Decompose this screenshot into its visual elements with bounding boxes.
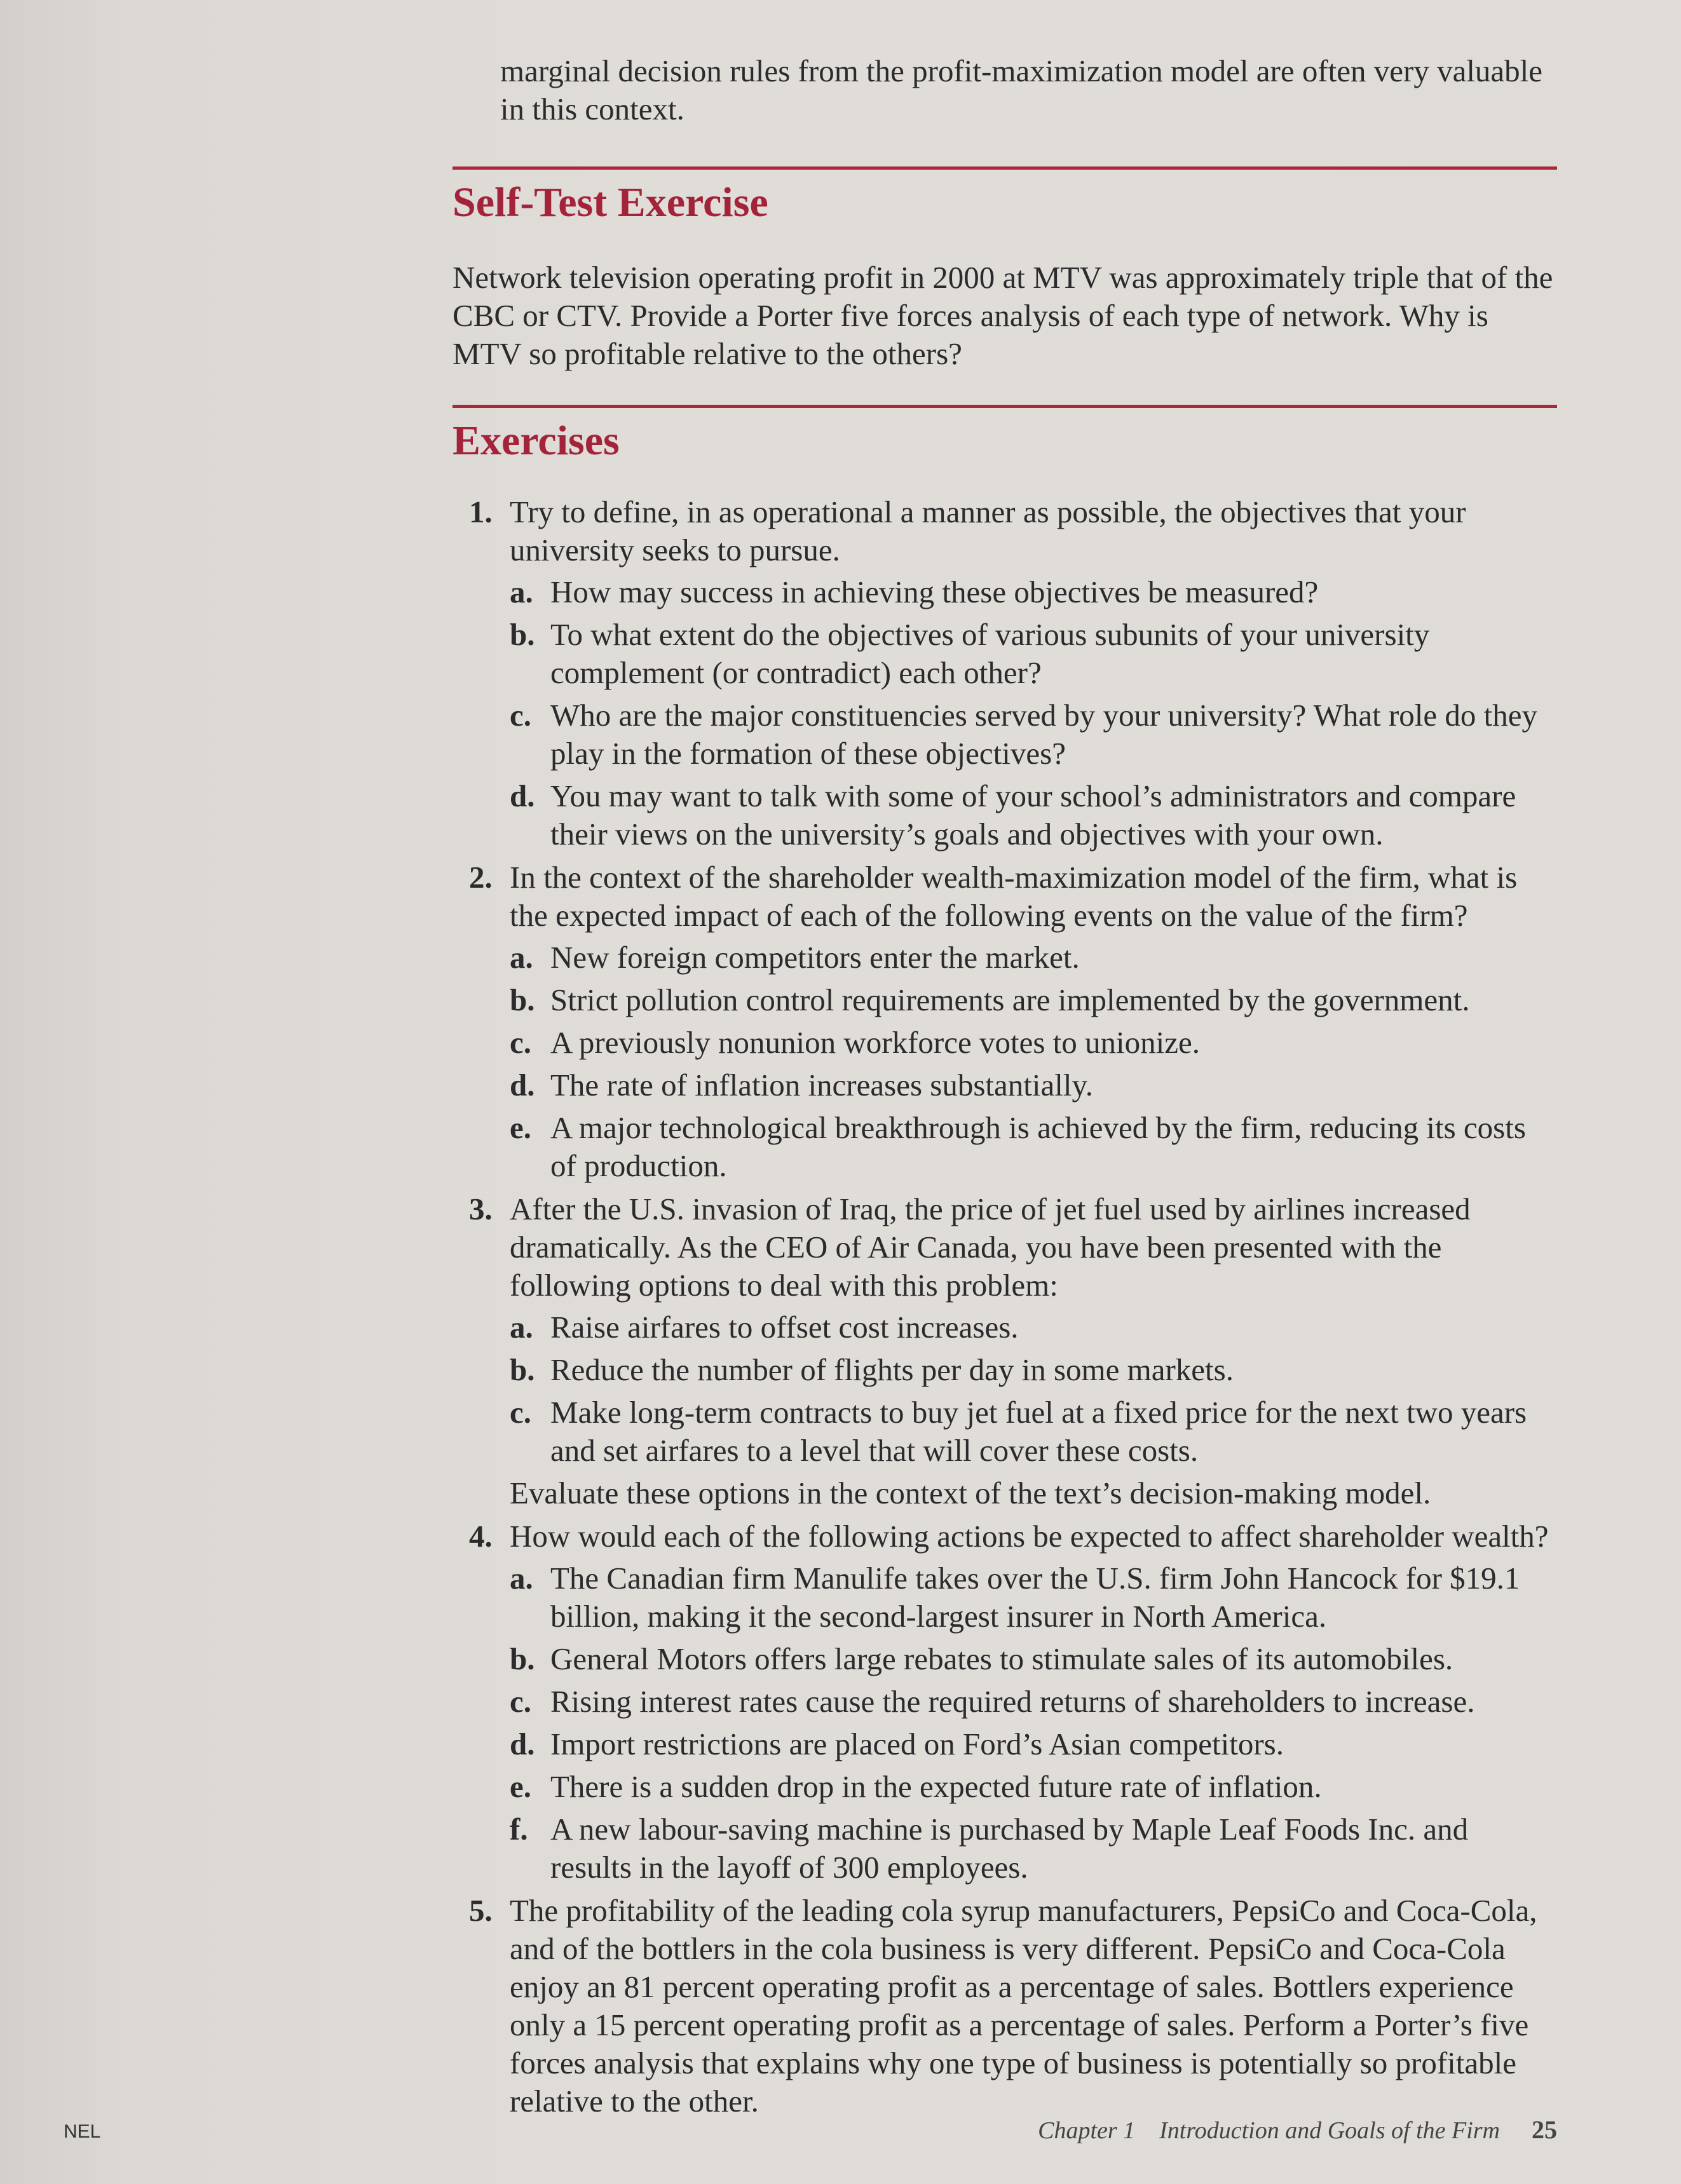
sub-question bbox=[510, 1066, 1557, 1104]
sub-question-letter: a. bbox=[510, 1310, 533, 1345]
exercise-number: 1. bbox=[469, 494, 493, 529]
intro-paragraph: marginal decision rules from the profit-maximization model are often very valuable in this context. bbox=[500, 53, 1543, 126]
sub-question-text: Strict pollution control requirements are implemented by the government. bbox=[550, 982, 1470, 1017]
sub-question-text: You may want to talk with some of your school’s administrators and compare their views on the university’s goals and objectives with your own. bbox=[550, 778, 1516, 851]
sub-question-list bbox=[510, 573, 1557, 853]
exercise-number: 3. bbox=[469, 1191, 493, 1226]
sub-question-letter: b. bbox=[510, 617, 535, 652]
sub-question-letter: c. bbox=[510, 1395, 531, 1430]
sub-question bbox=[510, 777, 1557, 853]
sub-question-text: The Canadian firm Manulife takes over the U.S. firm John Hancock for $19.1 billion, making it the second-largest insurer in North America. bbox=[550, 1561, 1520, 1634]
exercise-list bbox=[453, 493, 1557, 2120]
self-test-text: Network television operating profit in 2000 at MTV was approximately triple that of the CBC or CTV. Provide a Porter five forces analysis of each type of network. Why is MTV so profitable relative to the others? bbox=[453, 260, 1553, 371]
exercise-4 bbox=[453, 1517, 1557, 1887]
sub-question-text: The rate of inflation increases substantially. bbox=[550, 1068, 1094, 1102]
sub-question-letter: d. bbox=[510, 1068, 535, 1102]
sub-question-text: New foreign competitors enter the market. bbox=[550, 940, 1080, 975]
sub-question-letter: e. bbox=[510, 1769, 531, 1804]
sub-question-letter: f. bbox=[510, 1812, 528, 1847]
sub-question-text: Rising interest rates cause the required returns of shareholders to increase. bbox=[550, 1684, 1475, 1719]
exercise-number: 4. bbox=[469, 1519, 493, 1554]
sub-question-letter: b. bbox=[510, 982, 535, 1017]
self-test-heading: Self-Test Exercise bbox=[453, 179, 768, 226]
sub-question-letter: d. bbox=[510, 1726, 535, 1761]
sub-question-text: A new labour-saving machine is purchased by Maple Leaf Foods Inc. and results in the layoff of 300 employees. bbox=[550, 1812, 1469, 1885]
section-divider bbox=[453, 405, 1557, 408]
sub-question-text: Import restrictions are placed on Ford’s Asian competitors. bbox=[550, 1726, 1284, 1761]
exercise-closing-text: Evaluate these options in the context of the text’s decision-making model. bbox=[510, 1475, 1431, 1510]
sub-question-text: How may success in achieving these objectives be measured? bbox=[550, 574, 1319, 609]
sub-question bbox=[510, 1024, 1557, 1062]
sub-question bbox=[510, 1640, 1557, 1678]
exercise-text: Try to define, in as operational a manner as possible, the objectives that your university seeks to pursue. bbox=[510, 494, 1466, 567]
sub-question bbox=[510, 1559, 1557, 1636]
sub-question-letter: e. bbox=[510, 1110, 531, 1145]
sub-question-letter: a. bbox=[510, 940, 533, 975]
sub-question-list bbox=[510, 1308, 1557, 1470]
sub-question-text: To what extent do the objectives of various subunits of your university complement (or contradict) each other? bbox=[550, 617, 1430, 690]
sub-question-letter: b. bbox=[510, 1352, 535, 1387]
sub-question bbox=[510, 1394, 1557, 1470]
exercise-number: 5. bbox=[469, 1893, 493, 1928]
sub-question-text: Raise airfares to offset cost increases. bbox=[550, 1310, 1019, 1345]
sub-question bbox=[510, 1351, 1557, 1389]
exercise-text: The profitability of the leading cola syrup manufacturers, PepsiCo and Coca-Cola, and of the bottlers in the cola business is very different. PepsiCo and Coca-Cola enjoy an 81 percent operating profit as a percentage of sales. Bottlers experience only a 15 percent operating profit as a percentage of sales. Perform a Porter’s five forces analysis that explains why one type of business is potentially so profitable relative to the other. bbox=[510, 1893, 1537, 2119]
exercises-heading: Exercises bbox=[453, 417, 620, 464]
sub-question-letter: b. bbox=[510, 1641, 535, 1676]
sub-question-text: Reduce the number of flights per day in some markets. bbox=[550, 1352, 1234, 1387]
sub-question bbox=[510, 1725, 1557, 1763]
page-content bbox=[453, 52, 1557, 2120]
sub-question-letter: a. bbox=[510, 1561, 533, 1596]
exercise-text: In the context of the shareholder wealth-maximization model of the firm, what is the expected impact of each of the following events on the value of the firm? bbox=[510, 860, 1518, 933]
sub-question-list bbox=[510, 939, 1557, 1185]
sub-question bbox=[510, 1683, 1557, 1721]
footer-chapter-title: Introduction and Goals of the Firm bbox=[1159, 2117, 1500, 2144]
sub-question-letter: c. bbox=[510, 698, 531, 733]
sub-question-text: There is a sudden drop in the expected future rate of inflation. bbox=[550, 1769, 1322, 1804]
sub-question-text: General Motors offers large rebates to stimulate sales of its automobiles. bbox=[550, 1641, 1453, 1676]
exercise-text: How would each of the following actions be expected to affect shareholder wealth? bbox=[510, 1519, 1549, 1554]
sub-question bbox=[510, 1810, 1557, 1887]
sub-question bbox=[510, 981, 1557, 1019]
sub-question-letter: d. bbox=[510, 778, 535, 813]
sub-question-letter: c. bbox=[510, 1684, 531, 1719]
sub-question bbox=[510, 1768, 1557, 1806]
sub-question-list bbox=[510, 1559, 1557, 1887]
sub-question bbox=[510, 1308, 1557, 1346]
sub-question-letter: a. bbox=[510, 574, 533, 609]
sub-question-text: Make long-term contracts to buy jet fuel at a fixed price for the next two years and set airfares to a level that will cover these costs. bbox=[550, 1395, 1527, 1468]
exercise-5 bbox=[453, 1892, 1557, 2120]
sub-question-text: Who are the major constituencies served by your university? What role do they play in the formation of these objectives? bbox=[550, 698, 1537, 771]
footer-publisher-mark: NEL bbox=[64, 2121, 101, 2142]
sub-question-text: A major technological breakthrough is achieved by the firm, reducing its costs of production. bbox=[550, 1110, 1526, 1183]
sub-question bbox=[510, 573, 1557, 611]
page-number: 25 bbox=[1532, 2115, 1557, 2144]
footer-chapter: Chapter 1 bbox=[1038, 2117, 1136, 2144]
exercise-3 bbox=[453, 1190, 1557, 1512]
exercise-number: 2. bbox=[469, 860, 493, 895]
section-divider bbox=[453, 166, 1557, 170]
exercise-text: After the U.S. invasion of Iraq, the price of jet fuel used by airlines increased dramatically. As the CEO of Air Canada, you have been presented with the following options to deal with this problem: bbox=[510, 1191, 1471, 1303]
sub-question-text: A previously nonunion workforce votes to unionize. bbox=[550, 1025, 1201, 1060]
exercise-1 bbox=[453, 493, 1557, 853]
sub-question bbox=[510, 616, 1557, 692]
sub-question bbox=[510, 696, 1557, 773]
exercise-2 bbox=[453, 858, 1557, 1185]
running-footer bbox=[1038, 2115, 1557, 2145]
sub-question bbox=[510, 1109, 1557, 1185]
sub-question-letter: c. bbox=[510, 1025, 531, 1060]
sub-question bbox=[510, 939, 1557, 977]
